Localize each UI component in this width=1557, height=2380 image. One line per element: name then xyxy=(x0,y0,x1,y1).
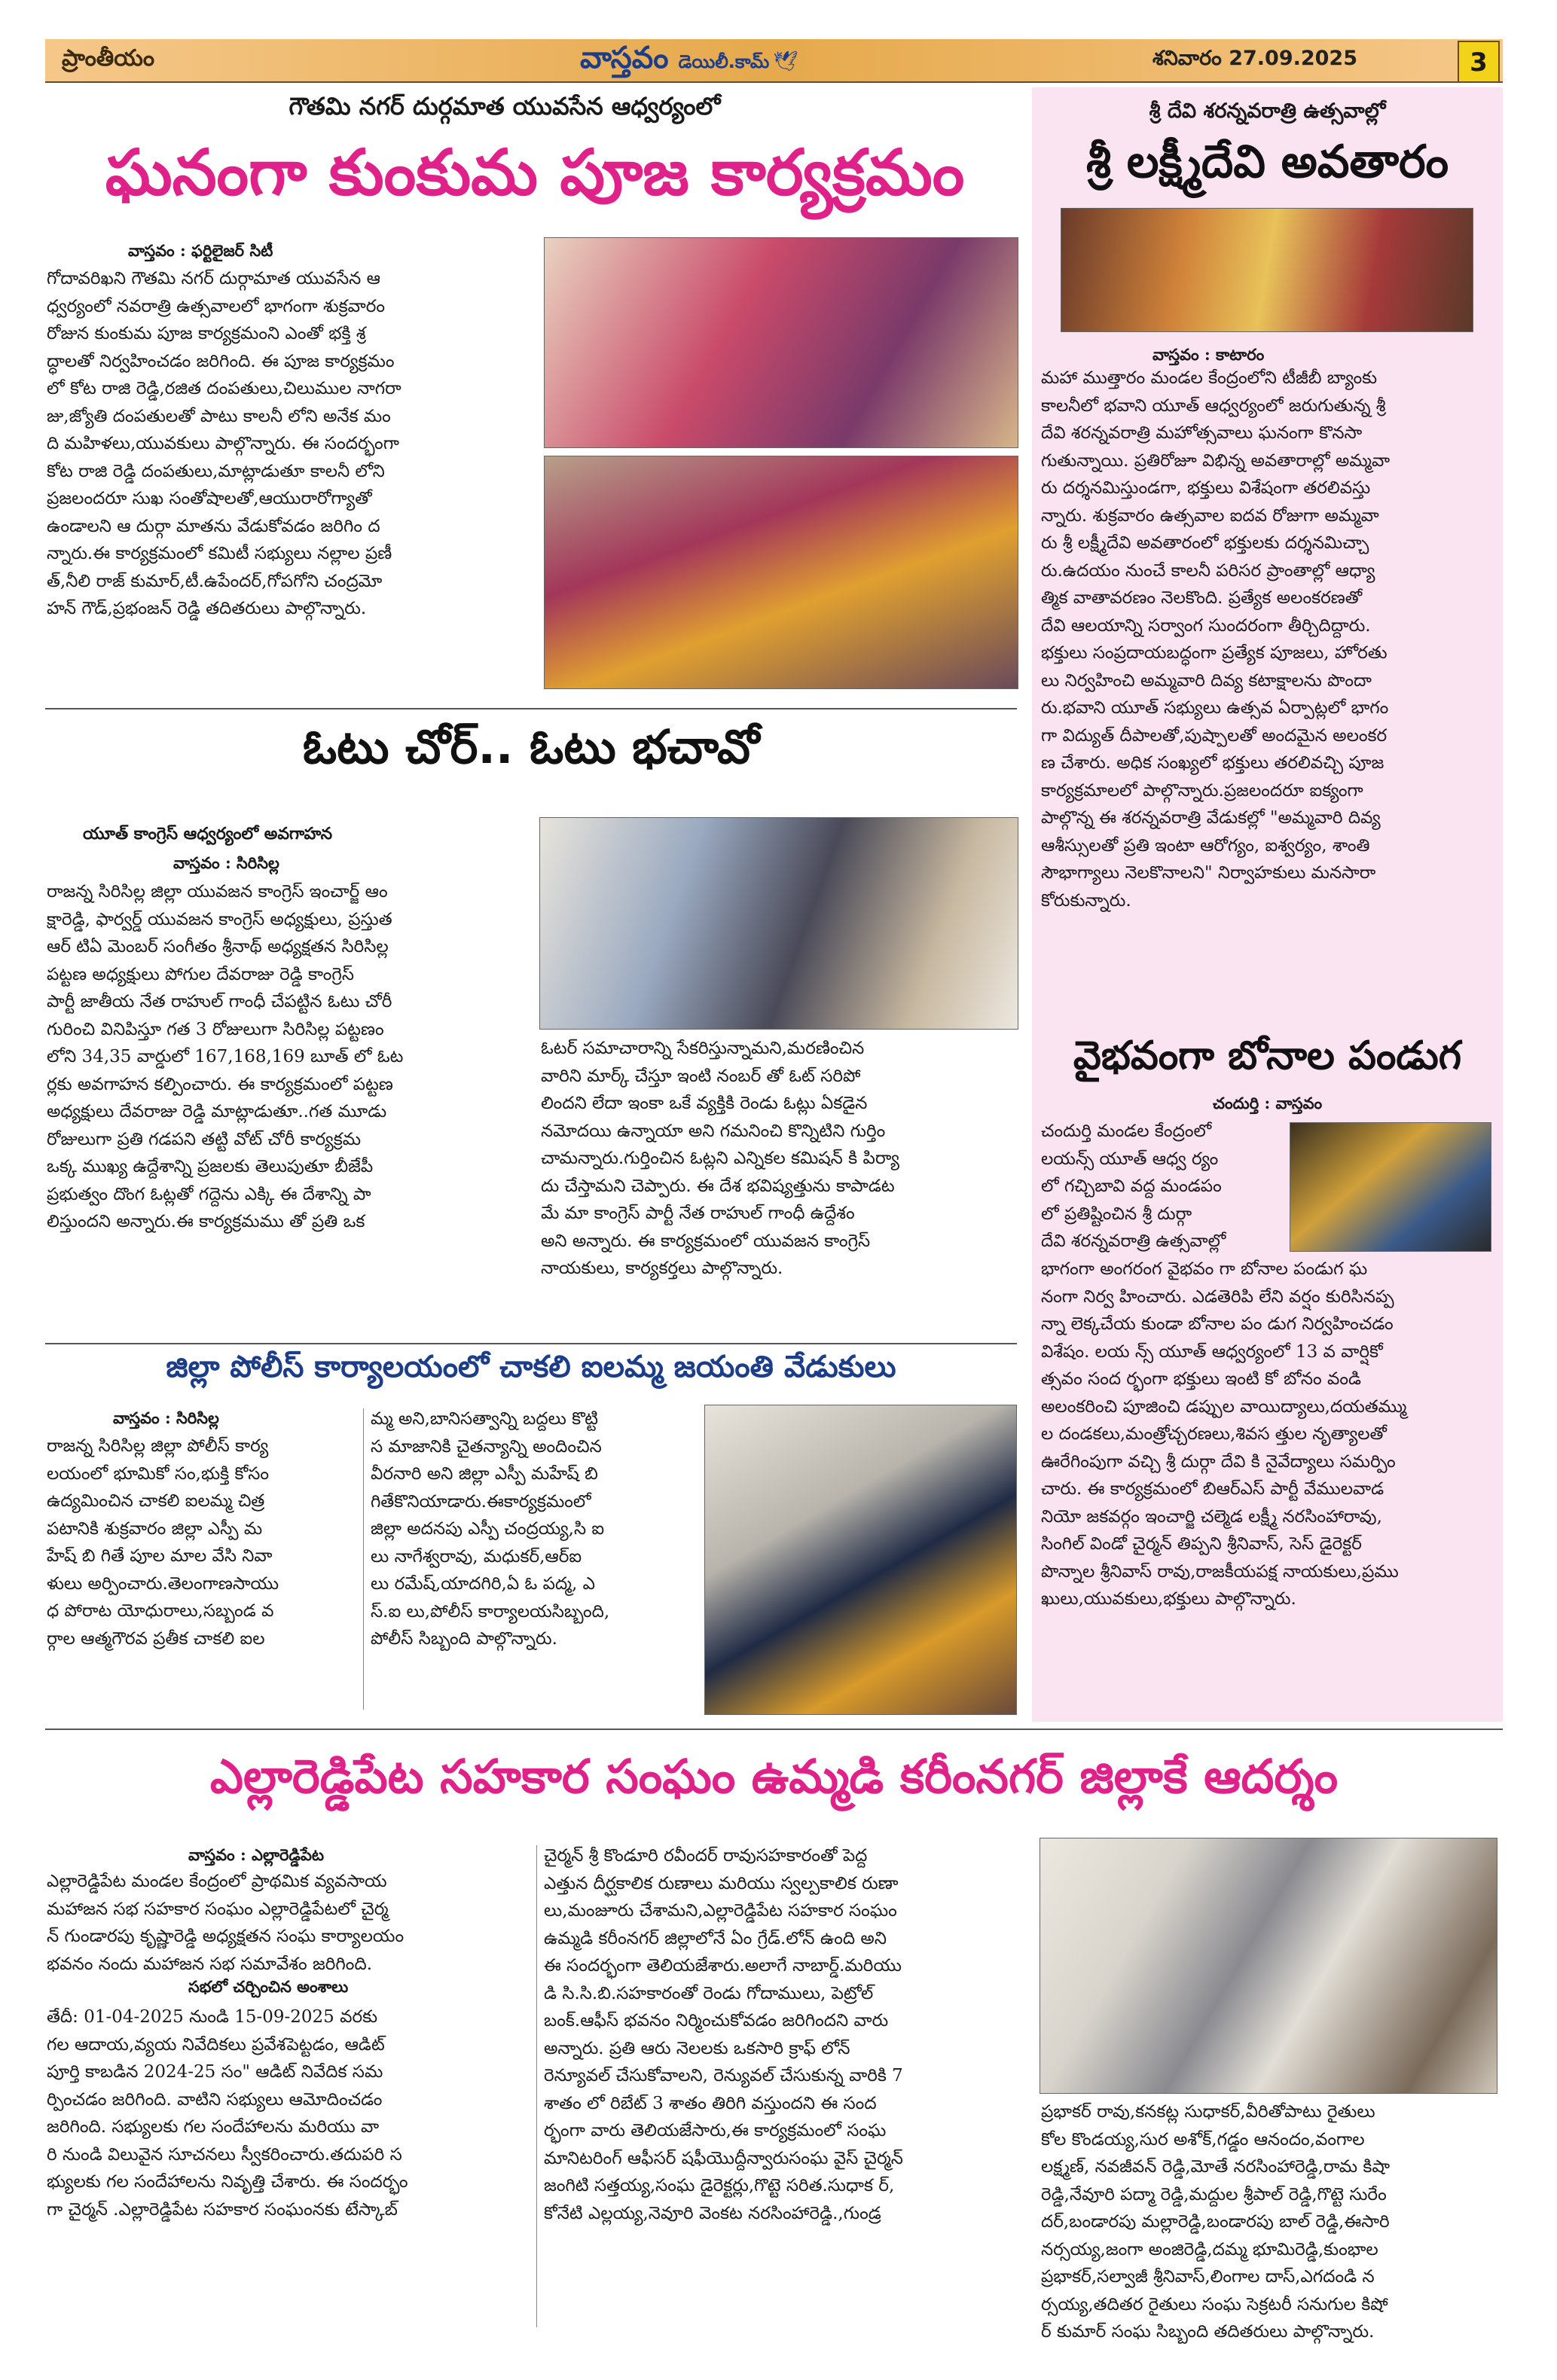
section-label: ప్రాంతీయం xyxy=(62,45,155,72)
lakshmi-line: గా విద్యుత్ దీపాలతో,పుష్పాలతో అందమైన అలంకర xyxy=(1041,725,1388,746)
bird-logo-icon: 🕊 xyxy=(773,50,798,73)
kumkuma-line: లో కోట రాజి రెడ్డి,రజిత దంపతులు,చిలుముల నాగరా xyxy=(47,379,401,398)
cooperative-line: లక్ష్మణ్, నవజీవన్ రెడ్డి,మోతే నరసింహారెడ్డి,రామ కిషా xyxy=(1041,2157,1391,2177)
cooperative-line: నర్సయ్య,జంగా అంజిరెడ్డి,దమ్మ భూమిరెడ్డి,కుంభాల xyxy=(1041,2239,1378,2259)
lakshmi-line: కోరుకున్నారు. xyxy=(1041,890,1131,911)
divider-cooperative xyxy=(45,1729,1503,1730)
ilamma-line: ధ పోరాట యోధురాలు,సబ్బండ వ xyxy=(47,1601,274,1621)
cooperative-subhead: సభలో చర్చించిన అంశాలు xyxy=(188,1977,349,1996)
lakshmi-line: గుతున్నాయి. ప్రతిరోజూ విభిన్న అవతారాల్లో అమ్మవా xyxy=(1041,450,1391,471)
cooperative-line: కోల కొండయ్య,సుర అశోక్,గడ్డం ఆనందం,వంగాల xyxy=(1041,2129,1365,2150)
ilamma-line: మ్మ అని,బానిసత్వాన్ని బద్దలు కొట్టి xyxy=(371,1409,598,1429)
lakshmi-photo xyxy=(1061,208,1473,332)
cooperative-line: బంక్.ఆఫీస్ భవనం నిర్మించుకోవడం జరిగిందని వారు xyxy=(544,2011,889,2031)
masthead-title: వాస్తవం xyxy=(580,41,669,75)
cooperative-line: చైర్మన్ శ్రీ కొండూరి రవీందర్ రావుసహకారంతో పెద్ద xyxy=(544,1846,868,1866)
lakshmi-line: రు.ఉదయం నుంచే కాలనీ పరిసర ప్రాంతాల్లో ఆధ్యా xyxy=(1041,560,1375,581)
vote-body-right xyxy=(541,1035,1021,1283)
kumkuma-line: రోజున కుంకుమ పూజ కార్యక్రమంని ఎంతో భక్తి శ్ర xyxy=(47,324,366,343)
ilamma-line: రాజన్న సిరిసిల్ల జిల్లా పోలీస్ కార్య xyxy=(47,1436,269,1456)
lakshmi-line: రు.భవాని యూత్ సభ్యులు ఉత్సవ ఏర్పాట్లలో భాగం xyxy=(1041,698,1389,718)
lakshmi-line: ఆశీస్సులతో ప్రతి ఇంటా ఆరోగ్యం, ఐశ్వర్యం, శాంతి xyxy=(1041,835,1370,856)
cooperative-body-col1b xyxy=(47,2003,533,2223)
kumkuma-body xyxy=(47,265,536,623)
cooperative-line: ఎత్తున దీర్ఘకాలిక రుణాలు మరియు స్వల్పకాలిక రుణా xyxy=(544,1873,899,1893)
masthead-suffix: డెయిలీ.కామ్ xyxy=(678,51,770,72)
cooperative-body-col1a xyxy=(47,1868,533,1978)
vote-line: ర్లకు అవగాహన కల్పించారు. ఈ కార్యక్రమంలో పట్టణ xyxy=(47,1074,393,1094)
bonalu-body xyxy=(1041,1256,1497,1613)
vote-line: గురించి వినిపిస్తూ గత 3 రోజులుగా సిరిసిల్ల పట్టణం xyxy=(47,1019,384,1039)
ilamma-line: ఉద్యమించిన చాకలి ఐలమ్మ చిత్ర xyxy=(47,1491,265,1511)
ilamma-line: ర్గాల ఆత్మగౌరవ ప్రతీక చాకలి ఐల xyxy=(47,1628,265,1649)
vote-line: నాయకులు, కార్యకర్తలు పాల్గొన్నారు. xyxy=(541,1259,783,1278)
bonalu-line: భాగంగా అంగరంగ వైభవం గా బోనాల పండుగ ఘ xyxy=(1041,1259,1368,1279)
bonalu-line: అలంకరించి పూజించి డప్పుల వాయిద్యాలు,దయతమ్ము xyxy=(1041,1396,1407,1417)
cooperative-line: ర్పించడం జరిగింది. వాటిని సభ్యులు ఆమోదించడం xyxy=(47,2089,383,2110)
ilamma-line: పోలీస్ సిబ్బంది పాల్గొన్నారు. xyxy=(371,1629,557,1649)
vote-line: చామన్నారు.గుర్తించిన ఓట్లని ఎన్నికల కమిషన్ కి పిర్యా xyxy=(541,1149,899,1168)
vote-dateline: వాస్తవం : సిరిసిల్ల xyxy=(173,853,279,872)
vote-line: ఓటర్ సమాచారాన్ని సేకరిస్తున్నామని,మరణించిన xyxy=(541,1039,865,1058)
lakshmi-line: సౌభాగ్యాలు నెలకొనాలని" నిర్వాహకులు మనసారా xyxy=(1041,863,1376,883)
kumkuma-photo-2 xyxy=(544,456,1018,689)
lakshmi-line: ణ చేశారు. అధిక సంఖ్యలో భక్తులు తరలివచ్చి పూజ xyxy=(1041,753,1385,773)
lakshmi-line: త్మిక వాతావరణం నెలకొంది. ప్రత్యేక అలంకరణతో xyxy=(1041,588,1363,608)
lakshmi-line: మహా ముత్తారం మండల కేంద్రంలోని టీజీబీ బ్యాంకు xyxy=(1041,368,1378,388)
lakshmi-line: రు శ్రీ లక్ష్మీదేవి అవతారంలో భక్తులకు దర్శనమిచ్చా xyxy=(1041,533,1369,553)
divider-vote xyxy=(45,708,1017,709)
cooperative-line: పూర్తి కాబడిన 2024-25 సం" ఆడిట్ నివేదిక సమ xyxy=(47,2062,383,2082)
lakshmi-line: కాలనీలో భవాని యూత్ ఆధ్వర్యంలో జరుగుతున్న శ్రీ xyxy=(1041,395,1386,416)
cooperative-line: ప్రభాకర్,సల్వాజీ శ్రీనివాస్,లింగాల దాస్,ఎగదండి న xyxy=(1041,2267,1375,2287)
kumkuma-photo-1 xyxy=(544,237,1018,448)
bonalu-line: నియో జకవర్గం ఇంచార్జి చల్మెడ లక్ష్మీ నరసింహారావు, xyxy=(1041,1506,1382,1527)
bonalu-line: లో గచ్చిబావి వద్ద మండపం xyxy=(1041,1176,1222,1196)
cooperative-body-col2 xyxy=(544,1842,1026,2227)
kumkuma-line: హన్ గౌడ్,ప్రభంజన్ రెడ్డి తదితరులు పాల్గొన్నారు. xyxy=(47,599,367,618)
kumkuma-kicker: గౌతమి నగర్ దుర్గమాత యువసేన ఆధ్వర్యంలో xyxy=(289,92,721,121)
lakshmi-line: దేవి శరన్నవరాత్రి మహోత్సవాలు ఘనంగా కొనసా xyxy=(1041,423,1363,443)
cooperative-line: డి సి.సి.బి.సహకారంతో రెండు గోదాములు, పెట్రోల్ xyxy=(544,1983,874,2003)
kumkuma-line: ద్ధాలతో నిర్వహించడం జరిగింది. ఈ పూజ కార్యక్రమం xyxy=(47,351,395,371)
bonalu-line: నంగా నిర్వ హించారు. ఎడతెరిపి లేని వర్షం కురిసినప్ప xyxy=(1041,1286,1394,1307)
cooperative-line: తేదీ: 01-04-2025 నుండి 15-09-2025 వరకు xyxy=(47,2007,378,2027)
vote-line: దు చేస్తామని చెప్పారు. ఈ దేశ భవిష్యత్తును కాపాడట xyxy=(541,1176,895,1196)
cooperative-photo xyxy=(1040,1838,1497,2094)
lakshmi-line: లు నిర్వహించి అమ్మవారి దివ్య కటాక్షాలను పొందా xyxy=(1041,670,1372,691)
vote-line: రోజులుగా ప్రతి గడపని తట్టి వోట్ చోరీ కార్యక్రమ xyxy=(47,1129,362,1149)
vote-line: పట్టణ అధ్యక్షులు పోగుల దేవరాజు రెడ్డి కాంగ్రెస్ xyxy=(47,964,354,984)
kumkuma-headline: ఘనంగా కుంకుమ పూజ కార్యక్రమం xyxy=(105,136,965,209)
cooperative-line: కోనేటి ఎల్లయ్య,నెవూరి వెంకట నరసింహారెడ్డి.,గుండ్ర xyxy=(544,2203,881,2223)
cooperative-line: జంగిటి సత్తయ్య,సంఘ డైరెక్టర్లు,గొట్టె సరిత.సుధాక ర్, xyxy=(544,2176,895,2195)
kumkuma-line: గోదావరిఖని గౌతమి నగర్ దుర్గామాత యువసేన ఆ xyxy=(47,269,380,288)
vote-line: లోని 34,35 వార్డులో 167,168,169 బూత్ లో ఓట xyxy=(47,1047,404,1066)
cooperative-line: అన్నారు. ప్రతి ఆరు నెలలకు ఒకసారి క్రాఫ్ లోన్ xyxy=(544,2038,850,2058)
page-number: 3 xyxy=(1458,41,1500,83)
bonalu-line: లయన్స్ యూత్ ఆధ్వ ర్యం xyxy=(1041,1149,1219,1169)
kumkuma-line: ది మహిళలు,యువకులు పాల్గొన్నారు. ఈ సందర్భంగా xyxy=(47,434,399,453)
lakshmi-line: పాల్గొన్న ఈ శరన్నవరాత్రి వేడుకల్లో "అమ్మవారి దివ్య xyxy=(1041,808,1381,828)
lakshmi-line: దేవి ఆలయాన్ని సర్వాంగ సుందరంగా తీర్చిదిద్దారు. xyxy=(1041,615,1371,636)
vote-line: అని అన్నారు. ఈ కార్యక్రమంలో యువజన కాంగ్రెస్ xyxy=(541,1231,871,1251)
lakshmi-headline: శ్రీ లక్ష్మీదేవి అవతారం xyxy=(1085,136,1449,188)
kumkuma-line: ధ్వర్యంలో నవరాత్రి ఉత్సవాలలో భాగంగా శుక్రవారం xyxy=(47,296,385,316)
ilamma-line: పటానికి శుక్రవారం జిల్లా ఎస్పీ మ xyxy=(47,1518,263,1539)
vote-line: ఆర్ టిఏ మెంబర్ సంగీతం శ్రీనాథ్ అధ్యక్షతన సిరిసిల్ల xyxy=(47,937,389,957)
ilamma-body-right xyxy=(371,1405,685,1653)
vote-line: వారిని మార్క్ చేస్తూ ఇంటి నంబర్ తో ఓట్ సరిపో xyxy=(541,1066,861,1086)
vote-line: పార్టీ జాతీయ నేత రాహుల్ గాంధీ చేపట్టిన ఓటు చోరీ xyxy=(47,992,392,1012)
kumkuma-line: జు,జ్యోతి దంపతులతో పాటు కాలనీ లోని అనేక మం xyxy=(47,406,391,426)
ilamma-photo xyxy=(704,1405,1017,1715)
vote-line: నమోదయి ఉన్నాయా అని గమనించి కొన్నిటిని గుర్తిం xyxy=(541,1121,886,1141)
vote-line: అధ్యక్షులు దేవరాజు రెడ్డి మాట్లాడుతూ..గత మూడు xyxy=(47,1102,387,1121)
cooperative-headline: ఎల్లారెడ్డిపేట సహకార సంఘం ఉమ్మడి కరీంనగర్ జిల్లాకే ఆదర్శం xyxy=(209,1749,1339,1804)
bonalu-line: సింగిల్ విండో చైర్మన్ తిప్పని శ్రీనివాస్, సెస్ డైరెక్టర్ xyxy=(1041,1534,1362,1554)
ilamma-line: హేష్ బి గితే పూల మాల వేసి నివా xyxy=(47,1546,273,1566)
kumkuma-dateline: వాస్తవం : ఫర్టిలైజర్ సిటీ xyxy=(128,241,273,260)
lakshmi-kicker: శ్రీ దేవి శరన్నవరాత్రి ఉత్సవాల్లో xyxy=(1149,99,1386,123)
ilamma-line: వీరనారి అని జిల్లా ఎస్పీ మహేష్ బి xyxy=(371,1464,598,1484)
bonalu-line: త్సవం సంద ర్భంగా భక్తులు ఇంటి కో బోనం వండి xyxy=(1041,1369,1362,1389)
vote-line: క్షారెడ్డి, ఫార్వర్డ్ యువజన కాంగ్రెస్ అధ్యక్షులు, ప్రస్తుత xyxy=(47,909,392,929)
cooperative-line: శాతం లో రిబేట్ 3 శాతం తిరిగి వస్తుందని ఈ సంద xyxy=(544,2093,877,2113)
ilamma-body-left xyxy=(47,1433,359,1652)
bonalu-line: ఊరేగింపుగా వచ్చి శ్రీ దుర్గా దేవి కి నైవేద్యాలు సమర్పిం xyxy=(1041,1451,1396,1472)
cooperative-line: ర్భంగా వారు తెలియజేసారు,ఈ కార్యక్రమంలో సంఘ xyxy=(544,2121,887,2140)
cooperative-line: భ్యులకు గల సందేహాలను నివృత్తి చేశారు. ఈ సందర్భం xyxy=(47,2172,408,2192)
bonalu-line: పొన్నాల శ్రీనివాస్ రావు,రాజకీయపక్ష నాయకులు,ప్రము xyxy=(1041,1561,1399,1582)
ilamma-headline: జిల్లా పోలీస్ కార్యాలయంలో చాకలి ఐలమ్మ జయంతి వేడుకులు xyxy=(166,1350,896,1384)
vote-line: ప్రభుత్వం దొంగ ఓట్లతో గద్దెను ఎక్కి ఈ దేశాన్ని పా xyxy=(47,1184,371,1204)
cooperative-line: ర్సయ్య,తదితర రైతులు సంఘ సెక్రటరీ సనుగుల కిషో xyxy=(1041,2294,1388,2314)
lakshmi-line: కార్యక్రమాలలో పాల్గొన్నారు.ప్రజలందరూ ఐక్యంగా xyxy=(1041,780,1363,801)
bonalu-line: లో ప్రతిష్టించిన శ్రీ దుర్గా xyxy=(1041,1204,1192,1224)
vote-headline: ఓటు చోర్.. ఓటు భచావో xyxy=(302,719,760,774)
ilamma-line: గితేకొనియాడారు.ఈకార్యక్రమంలో xyxy=(371,1491,591,1512)
kumkuma-line: త్,నీలి రాజ్ కుమార్,టీ.ఉపేందర్,గోపగోని చంద్రమో xyxy=(47,571,383,591)
bonalu-headline: వైభవంగా బోనాల పండుగ xyxy=(1073,1033,1462,1079)
bonalu-line: విశేషం. లయ న్స్ యూత్ ఆధ్వర్యంలో 13 వ వార్షికో xyxy=(1041,1341,1383,1362)
vote-line: రాజన్న సిరిసిల్ల జిల్లా యువజన కాంగ్రెస్ ఇంచార్జ్ ఆం xyxy=(47,882,388,902)
masthead xyxy=(580,41,798,83)
cooperative-line: ఉమ్మడి కరీంనగర్ జిల్లాలోనే ఏం గ్రేడ్.లోన్ ఉంది అని xyxy=(544,1928,887,1948)
lakshmi-dateline: వాస్తవం : కాటారం xyxy=(1152,345,1265,364)
kumkuma-line: ఉండాలని ఆ దుర్గా మాతను వేడుకోవడం జరిగిం ద xyxy=(47,516,380,536)
cooperative-line: రి నుండి విలువైన సూచనలు స్వీకరించారు.తదుపరి స xyxy=(47,2144,402,2165)
kumkuma-line: ప్రజలందరూ సుఖ సంతోషాలతో,ఆయురారోగ్యాతో xyxy=(47,489,372,508)
header-date: శనివారం 27.09.2025 xyxy=(1152,47,1358,70)
ilamma-column-rule xyxy=(363,1408,364,1710)
cooperative-line: ఎల్లారెడ్డిపేట మండల కేంద్రంలో ప్రాథమిక వ్యవసాయ xyxy=(47,1872,387,1891)
cooperative-line: మానిటరింగ్ ఆఫీసర్ షఫీయొద్దీన్వారుసంఘ వైస్ చైర్మన్ xyxy=(544,2148,903,2168)
ilamma-dateline: వాస్తవం : సిరిసిల్ల xyxy=(113,1408,219,1427)
lakshmi-line: న్నారు. శుక్రవారం ఉత్సవాల ఐదవ రోజుగా అమ్మవా xyxy=(1041,505,1379,526)
bonalu-line: చందుర్తి మండల కేంద్రంలో xyxy=(1041,1121,1212,1141)
vote-line: మే మా కాంగ్రెస్ పార్టీ నేత రాహుల్ గాంధీ ఉద్దేశం xyxy=(541,1204,855,1223)
bonalu-line: దేవి శరన్నవరాత్రి ఉత్సవాల్లో xyxy=(1041,1231,1226,1251)
ilamma-line: లు రమేష్,యాదగిరి,ఏ ఓ పద్మ, ఎ xyxy=(371,1574,595,1594)
vote-line: లిందని లేదా ఇంకా ఒకే వ్యక్తికి రెండు ఓట్లు ఏకడైన xyxy=(541,1094,868,1113)
lakshmi-line: భక్తులు సంప్రదాయబద్ధంగా ప్రత్యేక పూజలు, హోరతు xyxy=(1041,643,1388,663)
cooperative-line: ర్ కుమార్ సంఘ సిబ్బంది తదితరులు పాల్గొన్నారు. xyxy=(1041,2322,1375,2342)
bonalu-dateline: చందుర్తి : వాస్తవం xyxy=(1213,1094,1323,1112)
cooperative-column-rule-1 xyxy=(536,1845,537,2327)
cooperative-line: ఈ సందర్భంగా తెలియజేశారు.అలాగే నాబార్డ్.మరియు xyxy=(544,1956,902,1976)
divider-ilamma xyxy=(45,1343,1017,1344)
vote-body-left xyxy=(47,878,533,1236)
kumkuma-line: కోట రాజి రెడ్డి దంపతులు,మాట్లాడుతూ కాలనీ లోని xyxy=(47,461,385,481)
cooperative-line: దర్,బండారపు మల్లారెడ్డి,బండారపు బాల్ రెడ్డి,ఈసారి xyxy=(1041,2212,1390,2232)
cooperative-line: జరిగింది. సభ్యులకు గల సందేహాలను మరియు వా xyxy=(47,2117,380,2137)
cooperative-line: మహాజన సభ సహకార సంఘం ఎల్లారెడ్డిపేటలో చైర్మ xyxy=(47,1899,389,1919)
ilamma-line: జిల్లా అదనపు ఎస్పీ చంద్రయ్య,సి ఐ xyxy=(371,1519,605,1539)
cooperative-body-col3 xyxy=(1041,2098,1499,2346)
kumkuma-line: న్నారు.ఈ కార్యక్రమంలో కమిటీ సభ్యులు నల్లాల ప్రణీ xyxy=(47,544,392,563)
cooperative-line: గా చైర్మన్ .ఎల్లారెడ్డిపేట సహకార సంఘంనకు టేస్కాబ్ xyxy=(47,2199,398,2220)
lakshmi-body xyxy=(1041,365,1497,914)
cooperative-line: ప్రభాకర్ రావు,కనకట్ల సుధాకర్,వీరితోపాటు రైతులు xyxy=(1041,2102,1375,2122)
bonalu-body-narrow xyxy=(1041,1118,1281,1256)
ilamma-line: ళులు అర్పించారు.తెలంగాణసాయు xyxy=(47,1573,279,1594)
bonalu-line: ల దండకలు,మంత్రోచ్చరణలు,శివస త్తుల నృత్యాలతో xyxy=(1041,1424,1387,1444)
ilamma-line: లయంలో భూమికో సం,భుక్తి కోసం xyxy=(47,1463,270,1484)
ilamma-line: స్.ఐ లు,పోలీస్ కార్యాలయసిబ్బంది, xyxy=(371,1601,610,1622)
bonalu-line: ఖులు,యువకులు,భక్తులు పాల్గొన్నారు. xyxy=(1041,1589,1296,1609)
cooperative-dateline: వాస్తవం : ఎల్లారెడ్డిపేట xyxy=(188,1845,325,1864)
ilamma-line: లు నాగేశ్వరావు, మధుకర్,ఆర్ఐ xyxy=(371,1546,582,1567)
vote-kicker: యూత్ కాంగ్రెస్ ఆధ్వర్యంలో అవగాహన xyxy=(83,825,333,844)
cooperative-line: భవనం నందు మహాజన సభ సమావేశం జరిగింది. xyxy=(47,1954,373,1974)
bonalu-line: చారు. ఈ కార్యక్రమంలో బిఆర్ఎస్ పార్టీ వేములవాడ xyxy=(1041,1479,1385,1499)
cooperative-line: లు,మంజూరు చేశామని,ఎల్లారెడ్డిపేట సహకార సంఘం xyxy=(544,1901,897,1921)
cooperative-line: రెన్యూవల్ చేసుకోవాలని, రెన్యువల్ చేసుకున్న వారికి 7 xyxy=(544,2066,903,2086)
cooperative-line: గల ఆదాయ,వ్యయ నివేదికలు ప్రవేశపెట్టడం, ఆడిట్ xyxy=(47,2034,385,2055)
vote-line: లిస్తుందని అన్నారు.ఈ కార్యక్రమము తో ప్రతి ఒక xyxy=(47,1212,365,1231)
cooperative-line: న్ గుండారపు కృష్ణారెడ్డి అధ్యక్షతన సంఘ కార్యాలయం xyxy=(47,1927,405,1946)
vote-photo xyxy=(539,817,1018,1030)
cooperative-line: రెడ్డి,నేవూరి పద్మా రెడ్డి,మద్దుల శ్రీపాల్ రెడ్డి,గొట్టె సురేం xyxy=(1041,2184,1387,2205)
ilamma-line: స మాజానికి చైతన్యాన్ని అందించిన xyxy=(371,1436,602,1457)
lakshmi-line: రు దర్శనమిస్తుండగా, భక్తులు విశేషంగా తరలివస్తు xyxy=(1041,478,1371,498)
bonalu-line: న్నా లెక్కచేయ కుండా బోనాల పం డుగ నిర్వహించడం xyxy=(1041,1314,1394,1334)
vote-line: ఒక్క ముఖ్య ఉద్దేశాన్ని ప్రజలకు తెలుపుతూ బీజేపీ xyxy=(47,1157,374,1176)
bonalu-photo xyxy=(1290,1122,1491,1252)
